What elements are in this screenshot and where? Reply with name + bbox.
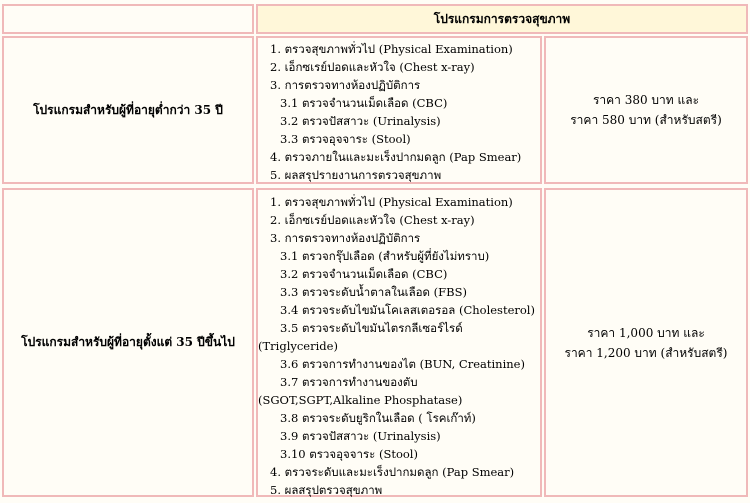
- list-item: 3.10 ตรวจอุจจาระ (Stool): [280, 447, 418, 461]
- page-title: โปรแกรมการตรวจสุขภาพ: [433, 11, 571, 26]
- list-item: 3.5 ตรวจระดับไขมันไตรกลีเซอร์ไรด์: [280, 321, 463, 335]
- price-line-1: ราคา 380 บาท และ: [592, 93, 700, 107]
- list-item: 1. ตรวจสุขภาพทั่วไป (Physical Examination): [270, 195, 513, 209]
- list-item: 3. การตรวจทางห้องปฏิบัติการ: [270, 231, 421, 245]
- list-item: 1. ตรวจสุขภาพทั่วไป (Physical Examination): [270, 42, 513, 56]
- list-item: 3.8 ตรวจระดับยูริกในเลือด ( โรคเก๊าท์): [280, 411, 476, 425]
- program-1-items: [258, 40, 540, 184]
- program-1-name-cell: [2, 36, 254, 184]
- program-2-items-cell: [256, 188, 542, 497]
- list-item: 5. ผลสรุปตรวจสุขภาพ: [270, 483, 383, 497]
- list-item: 5. ผลสรุปรายงานการตรวจสุขภาพ: [270, 168, 442, 182]
- program-1-price-cell: [544, 36, 748, 184]
- list-item: 3.1 ตรวจจำนวนเม็ดเลือด (CBC): [280, 96, 448, 110]
- list-item: 3.1 ตรวจกรุ๊ปเลือด (สำหรับผู้ที่ยังไม่ทราบ): [280, 249, 490, 263]
- list-item: 4. ตรวจระดับและมะเร็งปากมดลูก (Pap Smear): [270, 465, 515, 479]
- list-item: 3.6 ตรวจการทำงานของไต (BUN, Creatinine): [280, 357, 525, 371]
- header-blank-cell: [2, 4, 254, 34]
- price-line-2: ราคา 580 บาท (สำหรับสตรี): [570, 113, 722, 127]
- list-item: 3.2 ตรวจจำนวนเม็ดเลือด (CBC): [280, 267, 448, 281]
- program-1-name: โปรแกรมสำหรับผู้ที่อายุต่ำกว่า 35 ปี: [33, 102, 223, 117]
- list-item: 2. เอ็กซเรย์ปอดและหัวใจ (Chest x-ray): [270, 60, 475, 74]
- program-2-name-cell: [2, 188, 254, 497]
- program-2-price: [546, 190, 746, 495]
- list-item: 4. ตรวจภายในและมะเร็งปากมดลูก (Pap Smear): [270, 150, 522, 164]
- program-2-items: [258, 193, 540, 499]
- program-2-price-cell: [544, 188, 748, 497]
- program-1-items-cell: [256, 36, 542, 184]
- list-item: 3.9 ตรวจปัสสาวะ (Urinalysis): [280, 429, 441, 443]
- list-item: 3.3 ตรวจอุจจาระ (Stool): [280, 132, 411, 146]
- price-line-1: ราคา 1,000 บาท และ: [587, 325, 705, 340]
- program-1-price: [546, 38, 746, 182]
- list-item: 3. การตรวจทางห้องปฏิบัติการ: [270, 78, 421, 92]
- list-item-continuation: (SGOT,SGPT,Alkaline Phosphatase): [258, 393, 463, 407]
- list-item: 3.7 ตรวจการทำงานของตับ: [280, 375, 418, 389]
- header-cell: [256, 4, 748, 34]
- list-item: 2. เอ็กซเรย์ปอดและหัวใจ (Chest x-ray): [270, 213, 475, 227]
- list-item: 3.2 ตรวจปัสสาวะ (Urinalysis): [280, 114, 441, 128]
- list-item: 3.3 ตรวจระดับน้ำตาลในเลือด (FBS): [280, 285, 467, 299]
- list-item-continuation: (Triglyceride): [258, 339, 338, 353]
- program-2-name: โปรแกรมสำหรับผู้ที่อายุตั้งแต่ 35 ปีขึ้นไป: [21, 335, 235, 349]
- list-item: 3.4 ตรวจระดับไขมันโคเลสเตอรอล (Cholesterol): [280, 303, 535, 317]
- price-line-2: ราคา 1,200 บาท (สำหรับสตรี): [564, 345, 728, 360]
